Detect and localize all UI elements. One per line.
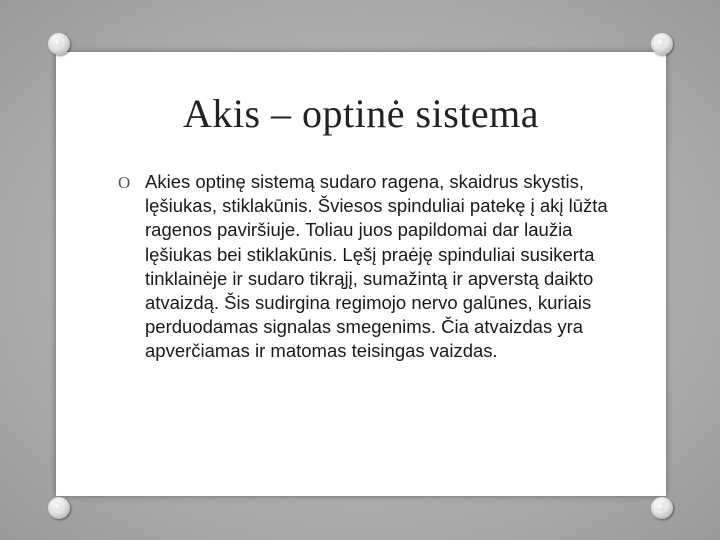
bullet-text: Akies optinę sistemą sudaro ragena, skaidrus skystis, lęšiukas, stiklakūnis. Šviesos spinduliai patekę į akį lūžta ragenos paviršiuje. Toliau juos papildomai dar laužia lęšiukas bei stiklakūnis. Lęšį praėję spinduliai susikerta tinklainėje ir sudaro tikrąjį, sumažintą ir apverstą daikto atvaizdą. Šis sudirgina regimojo nervo galūnes, kuriais perduodamas signalas smegenims. Čia atvaizdas yra apverčiamas ir matomas teisingas vaizdas. <box>145 171 608 362</box>
bullet-marker-icon: O <box>118 173 131 192</box>
bullet-item <box>118 170 608 364</box>
pin-bottom-left-icon <box>48 497 70 519</box>
slide-title: Akis – optinė sistema <box>182 91 540 136</box>
pin-top-left-icon <box>48 33 70 55</box>
pin-top-right-icon <box>651 33 673 55</box>
pin-bottom-right-icon <box>651 497 673 519</box>
